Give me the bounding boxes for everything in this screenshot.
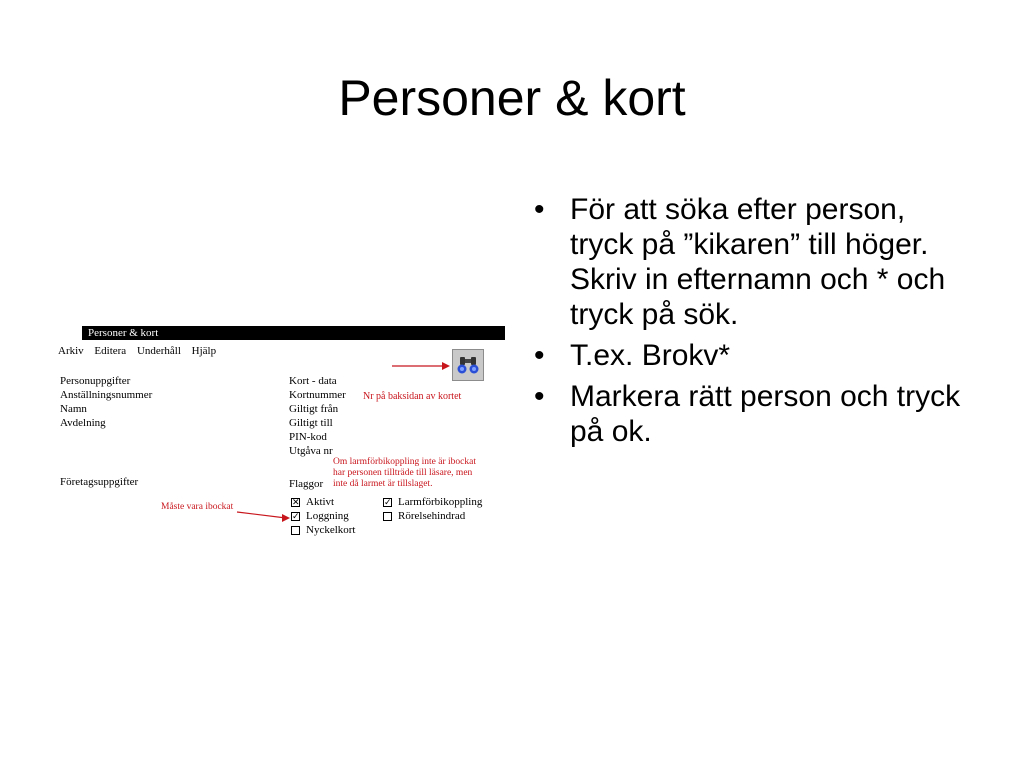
note-maste-vara: Måste vara ibockat (161, 502, 234, 512)
note-larm-2: har personen tillträde till läsare, men (333, 468, 473, 478)
label-giltigt-fran: Giltigt från (289, 403, 339, 415)
label-pin-kod: PIN-kod (289, 431, 327, 443)
bullet-item: • T.ex. Brokv* (534, 338, 974, 373)
menu-item-hjalp[interactable]: Hjälp (191, 345, 217, 357)
label-larmforbikoppling: Larmförbikoppling (398, 496, 483, 508)
label-loggning: Loggning (306, 510, 349, 522)
menu-item-editera[interactable]: Editera (94, 345, 127, 357)
label-utgava-nr: Utgåva nr (289, 445, 333, 457)
label-nyckelkort: Nyckelkort (306, 524, 356, 536)
checkbox-nyckelkort[interactable] (291, 526, 300, 535)
note-nr-baksidan: Nr på baksidan av kortet (363, 391, 462, 402)
label-kort-data: Kort - data (289, 375, 337, 387)
bullet-list (534, 192, 974, 455)
label-aktivt: Aktivt (306, 496, 335, 508)
label-kortnummer: Kortnummer (289, 389, 346, 401)
note-larm-3: inte då larmet är tillslaget. (333, 479, 433, 489)
label-flaggor: Flaggor (289, 478, 324, 490)
label-anstallningsnummer: Anställningsnummer (60, 389, 153, 401)
label-namn: Namn (60, 403, 87, 415)
slide-title: Personer & kort (338, 70, 686, 126)
note-larm-1: Om larmförbikoppling inte är ibockat (333, 457, 476, 467)
bullet-item: • Markera rätt person och tryck på ok. (534, 379, 974, 449)
window-titlebar: Personer & kort (82, 326, 505, 340)
checkbox-loggning[interactable]: ✓ (292, 511, 300, 521)
screenshot-panel (50, 322, 505, 542)
menu-item-arkiv[interactable]: Arkiv (58, 345, 84, 357)
menu-item-underhall[interactable]: Underhåll (136, 345, 181, 357)
label-personuppgifter: Personuppgifter (60, 375, 131, 387)
label-foretagsuppgifter: Företagsuppgifter (60, 476, 139, 488)
checkbox-aktivt[interactable]: ✕ (292, 497, 300, 507)
label-rorelsehindrad: Rörelsehindrad (398, 510, 466, 522)
bullet-item: • För att söka efter person, tryck på ”kikaren” till höger. Skriv in efternamn och * och tryck på sök. (534, 192, 974, 332)
label-giltigt-till: Giltigt till (289, 417, 333, 429)
label-avdelning: Avdelning (60, 417, 106, 429)
checkbox-rorelsehindrad[interactable] (383, 512, 392, 521)
checkbox-larmforbikoppling[interactable]: ✓ (384, 497, 392, 507)
